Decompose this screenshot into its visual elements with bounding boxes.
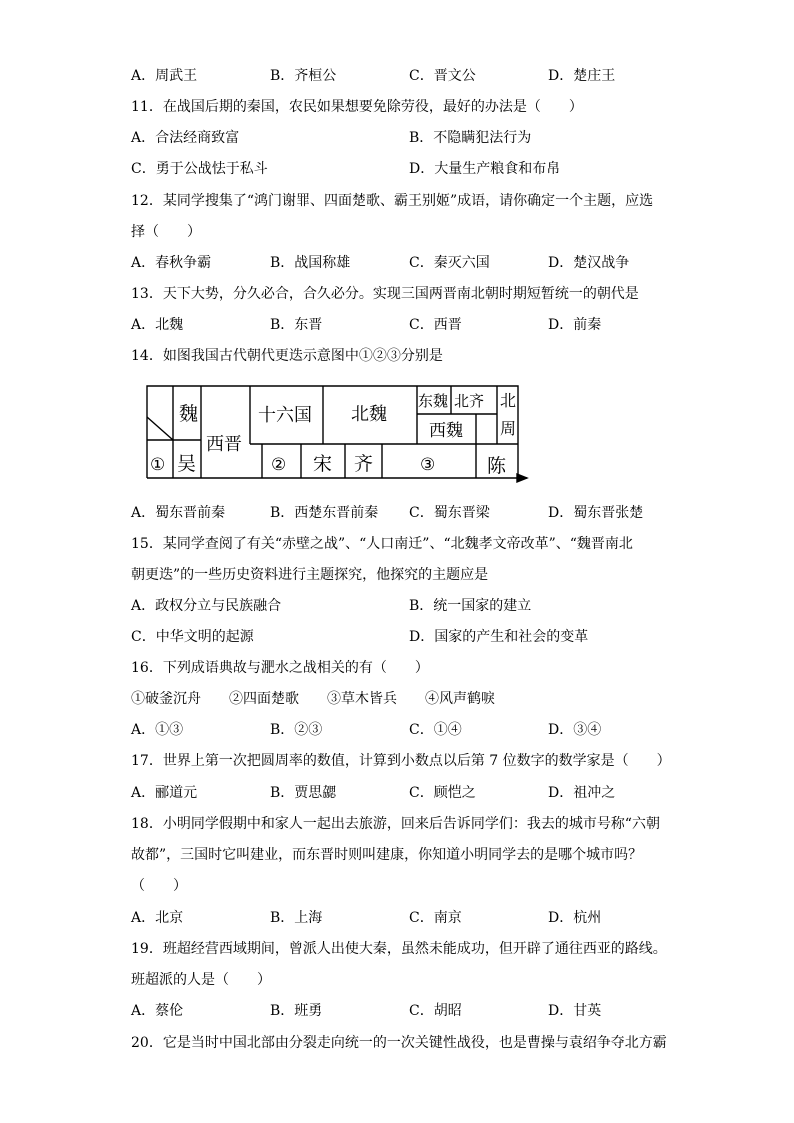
dynasty-timeline-diagram — [131, 380, 533, 488]
q15-stem-line1: 15．某同学查阅了有关“赤壁之战”、“人口南迁”、“北魏孝文帝改革”、“魏晋南北 — [131, 536, 633, 552]
q16-stem: 16．下列成语典故与淝水之战相关的有（ ） — [131, 660, 429, 676]
marker-2: ② — [271, 455, 287, 475]
label-beiwei: 北魏 — [351, 404, 387, 425]
q12-stem-line2: 择（ ） — [131, 224, 201, 240]
timeline-arrow — [517, 474, 527, 482]
q15-option-d[interactable]: D．国家的产生和社会的变革 — [409, 629, 589, 645]
marker-1: ① — [150, 455, 166, 475]
q19-stem-line1: 19．班超经营西域期间，曾派人出使大秦，虽然未能成功，但开辟了通往西亚的路线。 — [131, 941, 667, 957]
q19-option-d[interactable]: D．甘英 — [548, 1003, 602, 1019]
q16-option-c[interactable]: C．①④ — [409, 722, 462, 738]
q18-option-a[interactable]: A．北京 — [131, 910, 184, 926]
q10-option-c[interactable]: C．晋文公 — [409, 68, 476, 84]
label-wei: 魏 — [179, 403, 199, 425]
q18-stem-line2: 故都”，三国时它叫建业，而东晋时则叫建康，你知道小明同学去的是哪个城市吗？ — [131, 847, 643, 863]
q13-option-d[interactable]: D．前秦 — [548, 317, 602, 333]
q12-option-b[interactable]: B．战国称雄 — [270, 255, 351, 271]
q18-option-d[interactable]: D．杭州 — [548, 910, 602, 926]
q18-option-b[interactable]: B．上海 — [270, 910, 323, 926]
q17-stem: 17．世界上第一次把圆周率的数值，计算到小数点以后第 7 位数字的数学家是（ ） — [131, 753, 671, 769]
q10-option-a[interactable]: A．周武王 — [131, 68, 198, 84]
q16-option-b[interactable]: B．②③ — [270, 722, 323, 738]
q17-option-c[interactable]: C．顾恺之 — [409, 785, 476, 801]
q19-option-c[interactable]: C．胡昭 — [409, 1003, 462, 1019]
label-xijin: 西晋 — [206, 434, 242, 455]
q16-option-a[interactable]: A．①③ — [131, 722, 184, 738]
q16-option-d[interactable]: D．③④ — [548, 722, 602, 738]
q12-stem-line1: 12．某同学搜集了“鸿门谢罪、四面楚歌、霸王别姬”成语，请你确定一个主题，应选 — [131, 193, 654, 209]
label-beiqi: 北齐 — [454, 392, 485, 410]
q15-option-a[interactable]: A．政权分立与民族融合 — [131, 598, 282, 614]
label-shiliuguo: 十六国 — [258, 405, 312, 426]
q17-option-a[interactable]: A．郦道元 — [131, 785, 198, 801]
label-wu: 吴 — [177, 453, 197, 475]
label-dongwei: 东魏 — [418, 392, 449, 410]
q20-stem: 20．它是当时中国北部由分裂走向统一的一次关键性战役，也是曹操与袁绍争夺北方霸 — [131, 1035, 667, 1051]
label-chen: 陈 — [487, 455, 507, 477]
q11-option-c[interactable]: C．勇于公战怯于私斗 — [131, 161, 268, 177]
q14-option-a[interactable]: A．蜀东晋前秦 — [131, 505, 226, 521]
q14-option-d[interactable]: D．蜀东晋张楚 — [548, 505, 644, 521]
q12-option-c[interactable]: C．秦灭六国 — [409, 255, 490, 271]
q11-option-a[interactable]: A．合法经商致富 — [131, 130, 240, 146]
q11-stem: 11．在战国后期的秦国，农民如果想要免除劳役，最好的办法是（ ） — [131, 99, 583, 115]
timeline-split-diagonal — [147, 417, 173, 440]
q15-stem-line2: 朝更迭”的一些历史资料进行主题探究，他探究的主题应是 — [131, 567, 489, 583]
q11-option-b[interactable]: B．不隐瞒犯法行为 — [409, 130, 532, 146]
q15-option-b[interactable]: B．统一国家的建立 — [409, 598, 532, 614]
q13-stem: 13．天下大势，分久必合，合久必分。实现三国两晋南北朝时期短暂统一的朝代是 — [131, 286, 639, 302]
q12-option-a[interactable]: A．春秋争霸 — [131, 255, 212, 271]
q17-option-d[interactable]: D．祖冲之 — [548, 785, 616, 801]
q11-option-d[interactable]: D．大量生产粮食和布帛 — [409, 161, 561, 177]
q10-option-b[interactable]: B．齐桓公 — [270, 68, 337, 84]
q14-stem: 14．如图我国古代朝代更迭示意图中①②③分别是 — [131, 348, 443, 364]
label-zhou: 周 — [500, 419, 517, 438]
q16-items: ①破釜沉舟 ②四面楚歌 ③草木皆兵 ④风声鹤唳 — [131, 691, 495, 707]
q14-option-c[interactable]: C．蜀东晋梁 — [409, 505, 490, 521]
label-song: 宋 — [313, 453, 333, 475]
q18-stem-line3: （ ） — [131, 878, 187, 894]
q17-option-b[interactable]: B．贾思勰 — [270, 785, 337, 801]
label-qi: 齐 — [354, 453, 374, 475]
q13-option-c[interactable]: C．西晋 — [409, 317, 462, 333]
q10-option-d[interactable]: D．楚庄王 — [548, 68, 616, 84]
q15-option-c[interactable]: C．中华文明的起源 — [131, 629, 254, 645]
q13-option-a[interactable]: A．北魏 — [131, 317, 184, 333]
q12-option-d[interactable]: D．楚汉战争 — [548, 255, 630, 271]
q19-option-a[interactable]: A．蔡伦 — [131, 1003, 184, 1019]
q14-option-b[interactable]: B．西楚东晋前秦 — [270, 505, 379, 521]
q18-stem-line1: 18．小明同学假期中和家人一起出去旅游，回来后告诉同学们：我去的城市号称“六朝 — [131, 816, 660, 832]
q19-option-b[interactable]: B．班勇 — [270, 1003, 323, 1019]
q19-stem-line2: 班超派的人是（ ） — [131, 972, 271, 988]
q13-option-b[interactable]: B．东晋 — [270, 317, 323, 333]
label-bei: 北 — [500, 391, 517, 410]
marker-3: ③ — [420, 455, 436, 475]
q18-option-c[interactable]: C．南京 — [409, 910, 462, 926]
label-xiwei: 西魏 — [429, 421, 463, 441]
